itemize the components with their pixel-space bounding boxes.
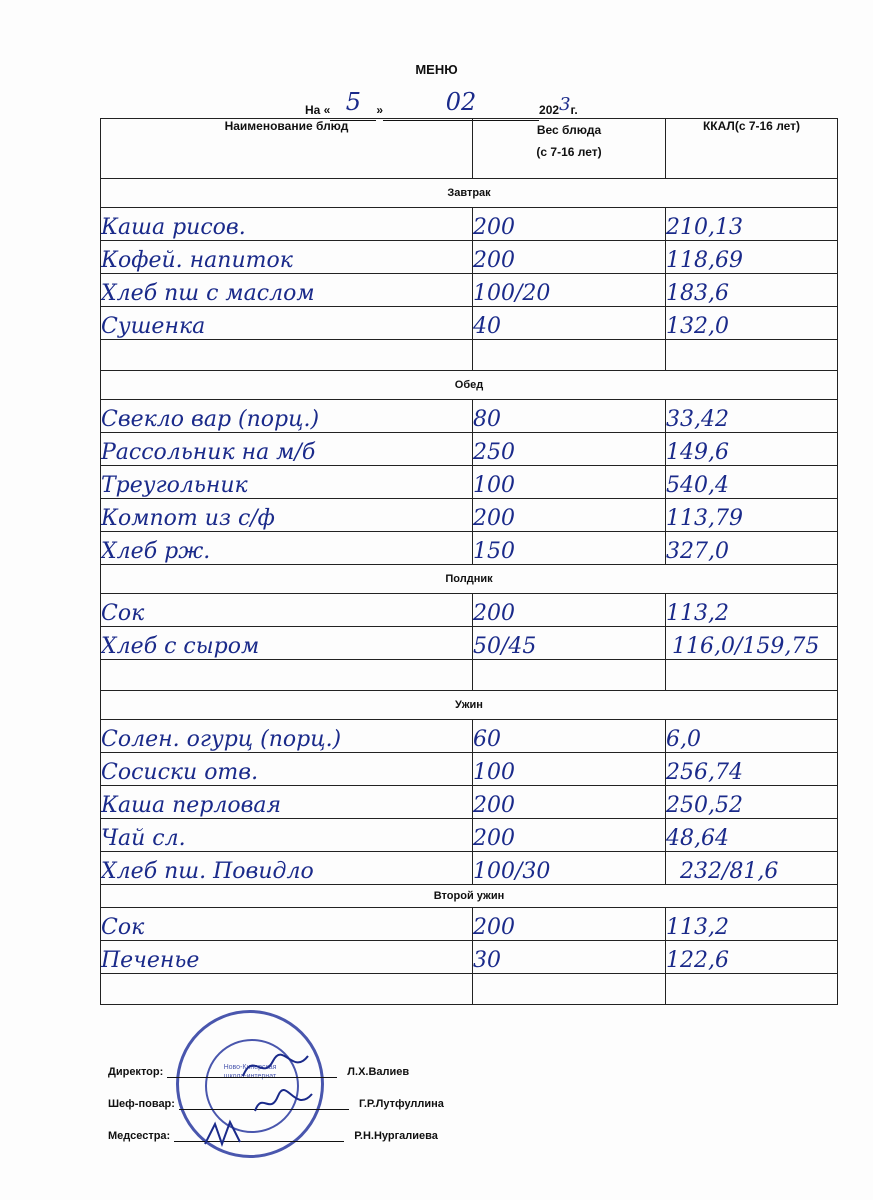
dish-kcal: 48,64 [666,819,838,852]
dish-weight: 200 [473,908,666,941]
table-row [101,307,838,340]
dish-name: Кофей. напиток [101,241,473,274]
dish-name: Хлеб рж. [101,532,473,565]
empty-cell [666,660,838,691]
dish-name: Рассольник на м/б [101,433,473,466]
dish-weight: 100/30 [473,852,666,885]
header-row [101,119,838,179]
dish-weight: 200 [473,819,666,852]
signature-name: Л.Х.Валиев [347,1066,410,1078]
dish-kcal: 183,6 [666,274,838,307]
empty-row [101,974,838,1005]
table-row [101,720,838,753]
table-row [101,499,838,532]
table-row [101,241,838,274]
dish-kcal: 113,79 [666,499,838,532]
dish-name: Треугольник [101,466,473,499]
dish-weight: 100 [473,753,666,786]
dish-weight: 200 [473,208,666,241]
dish-name: Сосиски отв. [101,753,473,786]
nurse-signature-scribble [200,1116,260,1150]
section-row [101,179,838,208]
table-row [101,208,838,241]
table-row [101,753,838,786]
date-month: 02 [445,88,477,116]
dish-name: Чай сл. [101,819,473,852]
dish-kcal: 116,0/159,75 [666,627,838,660]
dish-kcal: 113,2 [666,908,838,941]
table-row [101,852,838,885]
section-row [101,885,838,908]
dish-name: Хлеб с сыром [101,627,473,660]
director-signature-scribble [238,1046,318,1086]
table-row [101,941,838,974]
dish-weight: 200 [473,499,666,532]
col-header-kcal: ККАЛ(с 7-16 лет) [666,119,838,179]
col-header-weight-line1: Вес блюда [536,123,602,137]
section-title: Обед [101,371,838,400]
date-line [305,88,578,121]
date-day: 5 [345,88,361,116]
date-year-digit: 3 [559,94,571,115]
page-title: МЕНЮ [415,62,458,77]
dish-kcal: 210,13 [666,208,838,241]
dish-weight: 50/45 [473,627,666,660]
date-month-field [383,88,539,121]
dish-weight: 150 [473,532,666,565]
section-title: Полдник [101,565,838,594]
empty-cell [101,340,473,371]
section-row [101,691,838,720]
section-title: Второй ужин [101,885,838,908]
dish-kcal: 113,2 [666,594,838,627]
dish-weight: 80 [473,400,666,433]
dish-weight: 30 [473,941,666,974]
date-prefix: На « [305,103,331,117]
date-year-prefix: 202 [539,103,560,117]
signature-name: Р.Н.Нургалиева [354,1130,438,1142]
section-row [101,565,838,594]
dish-kcal: 6,0 [666,720,838,753]
empty-cell [666,974,838,1005]
signature-nurse [108,1130,438,1142]
dish-name: Сушенка [101,307,473,340]
table-row [101,594,838,627]
dish-weight: 200 [473,241,666,274]
dish-name: Свекло вар (порц.) [101,400,473,433]
table-row [101,786,838,819]
empty-row [101,340,838,371]
dish-weight: 100 [473,466,666,499]
dish-name: Сок [101,594,473,627]
table-row [101,908,838,941]
dish-name: Печенье [101,941,473,974]
empty-cell [666,340,838,371]
table-row [101,627,838,660]
menu-table [100,118,838,1005]
empty-cell [473,660,666,691]
section-title: Ужин [101,691,838,720]
table-row [101,532,838,565]
dish-name: Каша перловая [101,786,473,819]
table-row [101,274,838,307]
empty-cell [473,340,666,371]
dish-name: Солен. огурц (порц.) [101,720,473,753]
dish-name: Хлеб пш с маслом [101,274,473,307]
dish-kcal: 33,42 [666,400,838,433]
dish-weight: 250 [473,433,666,466]
signature-role: Медсестра: [108,1130,171,1142]
stamp-text: Ново-Кинерская школа-интернат [223,1064,277,1080]
col-header-weight-line2: (с 7-16 лет) [536,145,602,159]
date-year-suffix: г. [570,103,578,117]
date-day-field [330,88,376,121]
dish-kcal: 232/81,6 [666,852,838,885]
dish-kcal: 250,52 [666,786,838,819]
dish-weight: 40 [473,307,666,340]
dish-name: Компот из с/ф [101,499,473,532]
dish-weight: 200 [473,786,666,819]
dish-name: Хлеб пш. Повидло [101,852,473,885]
empty-cell [473,974,666,1005]
dish-weight: 200 [473,594,666,627]
empty-cell [101,974,473,1005]
dish-kcal: 118,69 [666,241,838,274]
date-mid: » [376,103,384,117]
table-row [101,433,838,466]
section-title: Завтрак [101,179,838,208]
empty-cell [101,660,473,691]
dish-weight: 100/20 [473,274,666,307]
dish-weight: 60 [473,720,666,753]
table-row [101,400,838,433]
table-row [101,819,838,852]
dish-name: Сок [101,908,473,941]
dish-kcal: 122,6 [666,941,838,974]
signature-role: Шеф-повар: [108,1098,175,1110]
dish-kcal: 132,0 [666,307,838,340]
col-header-name: Наименование блюд [101,119,473,179]
chef-signature-scribble [250,1086,320,1120]
dish-kcal: 540,4 [666,466,838,499]
dish-name: Каша рисов. [101,208,473,241]
dish-kcal: 256,74 [666,753,838,786]
section-row [101,371,838,400]
dish-kcal: 327,0 [666,532,838,565]
signature-name: Г.Р.Лутфуллина [358,1098,444,1110]
col-header-weight [473,119,666,179]
empty-row [101,660,838,691]
table-row [101,466,838,499]
dish-kcal: 149,6 [666,433,838,466]
signature-role: Директор: [108,1066,164,1078]
